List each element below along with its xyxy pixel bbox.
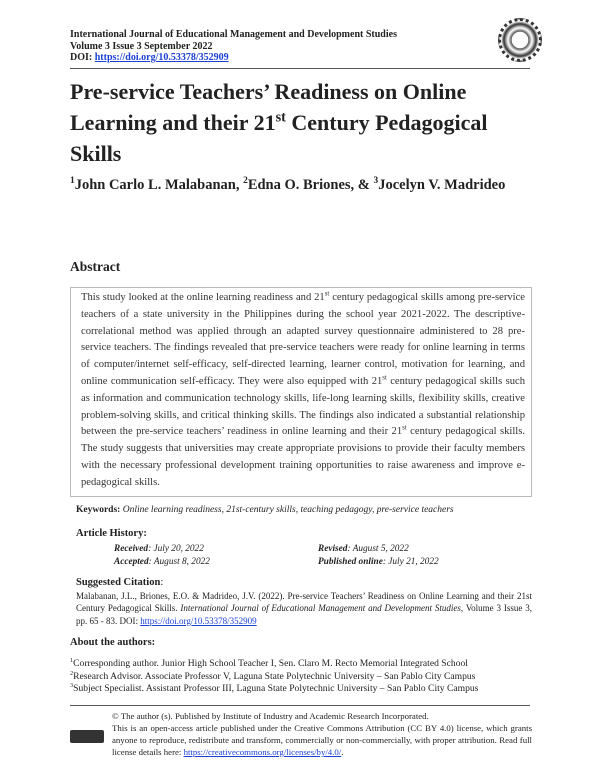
- history-heading: Article History:: [76, 528, 147, 539]
- author-list: $^1$John Carlo L. Malabanan, $^2$Edna O. Briones, & $^3$Jocelyn V. Madrideo: [70, 176, 506, 193]
- license-text: © The author (s). Published by Institute of Industry and Academic Research Incorporated. This is an open-access article published under the Creative Commons Attribution (CC BY 4.0) license, which grants anyone to reproduce, redistribute and transform, commercially or non-commercially, with proper attribution. Read full license details here: https://creativecommons.org/licenses/by/4.0/.: [112, 711, 532, 757]
- author-affiliation: $^1$Corresponding author. Junior High School Teacher I, Sen. Claro M. Recto Memorial Integrated School: [70, 656, 468, 669]
- journal-header: [70, 29, 397, 64]
- title-line: Skills: [70, 141, 122, 166]
- footer-divider: [70, 705, 530, 706]
- abstract-text: This study looked at the online learning readiness and 21st century pedagogical skills among pre-service teachers of a state university in the Philippines during the school year 2021-2022. The descriptive-correlational method was applied through an adapted survey questionnaire administered to 28 pre-service teachers. The findings revealed that pre-service teachers were ready for online learning in terms of computer/internet self-efficacy, self-directed learning, learner control, motivation for learning, and online communication self-efficacy. They were also equipped with 21st century pedagogical skills such as information and communication technology skills, life-long learning skills, flexibility skills, creative problem-solving skills, and critical thinking skills. The findings also indicated a substantial relationship between the pre-service teachers’ readiness in online learning and their 21st century pedagogical skills. The study suggests that universities may create appropriate provisions to provide their faculty members with the necessary professional development training opportunities to raise awareness and improve e-pedagogical skills.: [81, 290, 525, 488]
- author-1: John Carlo L. Malabanan,: [74, 177, 244, 193]
- journal-issue: Volume 3 Issue 3 September 2022: [70, 40, 213, 52]
- title-line: Pre-service Teachers’ Readiness on Online: [70, 79, 467, 104]
- author-affiliation: $^2$Research Advisor. Associate Professor V, Laguna State Polytechnic University – San Pablo City Campus: [70, 669, 476, 682]
- paper-title: [70, 76, 540, 169]
- header-divider: [70, 68, 530, 69]
- doi-label: DOI:: [70, 52, 95, 63]
- journal-seal-logo: [498, 18, 542, 62]
- author-2: Edna O. Briones, &: [247, 177, 374, 193]
- abstract-box: [70, 287, 532, 497]
- author-affiliation: $^3$Subject Specialist. Assistant Professor III, Laguna State Polytechnic University – San Pablo City Campus: [70, 682, 479, 695]
- title-line: Learning and their 21st Century Pedagogical: [70, 109, 488, 135]
- citation-doi-link[interactable]: https://doi.org/10.53378/352909: [140, 615, 257, 626]
- doi-link[interactable]: https://doi.org/10.53378/352909: [94, 52, 229, 63]
- article-history: Article History: Received: July 20, 2022 Accepted: August 8, 2022 Revised: August 5, 2022 Published online: July 21, 2022: [76, 528, 536, 541]
- cc-by-license-icon: [70, 730, 104, 743]
- author-3: Jocelyn V. Madrideo: [378, 177, 506, 193]
- journal-name: International Journal of Educational Management and Development Studies: [70, 29, 397, 40]
- keywords: Keywords: Online learning readiness, 21st-century skills, teaching pedagogy, pre-service teachers: [76, 505, 454, 515]
- about-heading: About the authors:: [70, 637, 156, 648]
- suggested-citation: Suggested Citation: Malabanan, J.L., Briones, E.O. & Madrideo, J.V. (2022). Pre-service Teachers’ Readiness on Online Learning and their 21st Century Pedagogical Skills. International Journal of Educational Management and Development Studies, Volume 3 Issue 3, pp. 65 - 83. DOI: https://doi.org/10.53378/352909: [76, 577, 532, 626]
- abstract-heading: Abstract: [70, 259, 121, 274]
- license-link[interactable]: https://creativecommons.org/licenses/by/4.0/: [183, 747, 342, 757]
- about-authors: [70, 658, 478, 696]
